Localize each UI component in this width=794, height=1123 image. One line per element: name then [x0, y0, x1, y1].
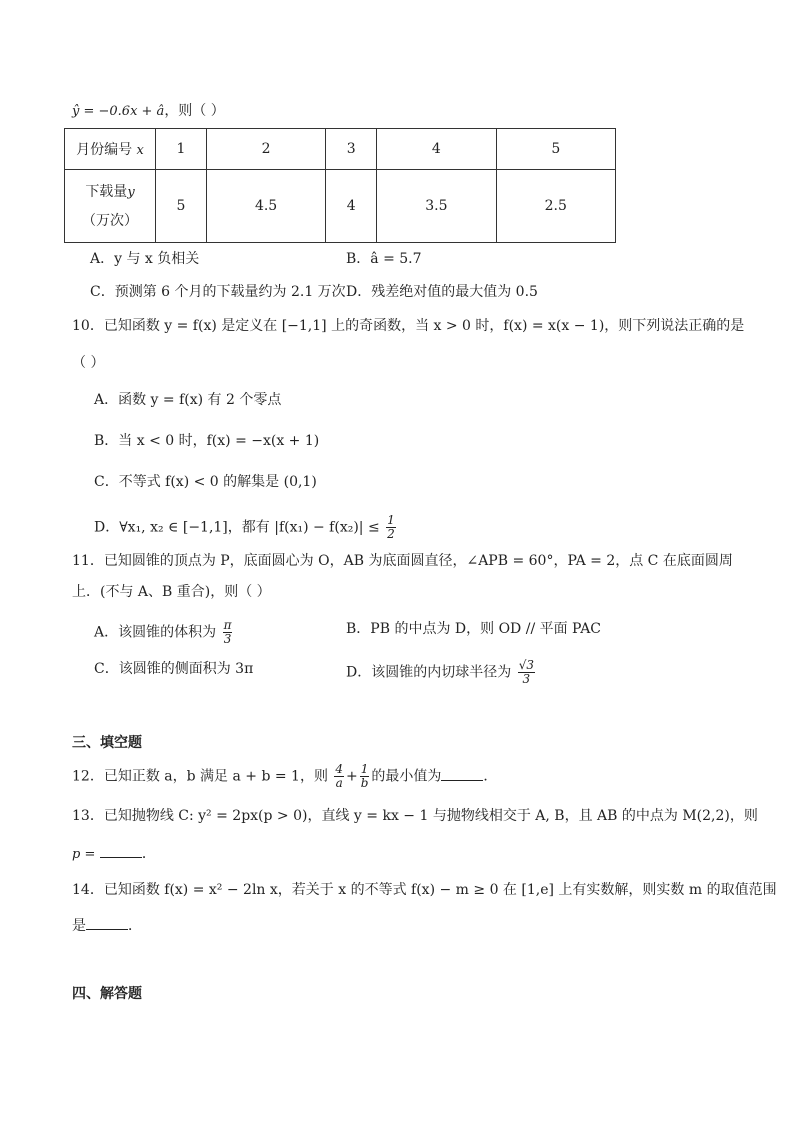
table-cell: 5	[156, 170, 207, 243]
q10-option-c: C．不等式 f(x) < 0 的解集是 (0,1)	[94, 474, 317, 490]
answer-blank[interactable]	[441, 766, 483, 781]
table-cell: 4	[326, 170, 377, 243]
table-row-x	[65, 129, 616, 170]
fraction-half: $\frac{1}{2}$	[387, 513, 395, 541]
q10-option-d: D．∀x₁, x₂ ∈ [−1,1]，都有 |f(x₁) − f(x₂)| ≤ $\frac{1}{2}$	[94, 513, 395, 541]
q9-stem-suffix: ，则（ ）	[164, 103, 225, 119]
q9-option-b: B．â = 5.7	[346, 251, 422, 267]
fraction-sqrt3-3: $\frac{√3}{3}$	[518, 658, 534, 686]
q11-option-b: B．PB 的中点为 D，则 OD // 平面 PAC	[346, 621, 602, 637]
q11-stem-2: 上．(不与 A、B 重合)，则（ ）	[72, 584, 271, 600]
q10-option-b: B．当 x < 0 时，f(x) = −x(x + 1)	[94, 433, 320, 449]
table-cell: 3.5	[377, 170, 496, 243]
fraction-4-a: $\frac{4}{a}$	[335, 762, 344, 790]
section-fill-in: 三、填空题	[72, 735, 142, 751]
table-header-cell: 月份编号 x	[65, 129, 156, 170]
q9-option-a: A．y 与 x 负相关	[90, 251, 200, 267]
regression-formula: ŷ = −0.6x + â	[72, 104, 165, 119]
q11-stem: 11．已知圆锥的顶点为 P，底面圆心为 O，AB 为底面圆直径，∠APB = 60°，PA = 2，点 C 在底面圆周	[72, 553, 733, 569]
q14-stem: 14．已知函数 f(x) = x² − 2ln x，若关于 x 的不等式 f(x) − m ≥ 0 在 [1,e] 上有实数解，则实数 m 的取值范围	[72, 882, 777, 898]
table-cell: 5	[496, 129, 615, 170]
answer-blank[interactable]	[100, 843, 142, 858]
q11-option-a: A．该圆锥的体积为 $\frac{\pi}{3}$	[94, 618, 232, 646]
data-table	[64, 128, 616, 243]
table-cell: 2.5	[496, 170, 615, 243]
fraction-1-b: $\frac{1}{b}$	[360, 762, 369, 790]
q11-option-d: D．该圆锥的内切球半径为 $\frac{√3}{3}$	[346, 658, 534, 686]
q9-option-c: C．预测第 6 个月的下载量约为 2.1 万次	[90, 284, 346, 300]
q9-stem-tail	[72, 101, 225, 122]
table-header-cell: 下载量y （万次）	[65, 170, 156, 243]
table-cell: 3	[326, 129, 377, 170]
q12: 12．已知正数 a，b 满足 a + b = 1，则 $\frac{4}{a}$ + $\frac{1}{b}$ 的最小值为 ．	[72, 762, 498, 790]
table-cell: 4	[377, 129, 496, 170]
q14-answer-line: 是 ．	[72, 915, 142, 936]
q13-stem: 13．已知抛物线 C: y² = 2px(p > 0)，直线 y = kx − 1 与抛物线相交于 A, B，且 AB 的中点为 M(2,2)，则	[72, 808, 758, 824]
table-cell: 4.5	[206, 170, 325, 243]
q10-stem: 10．已知函数 y = f(x) 是定义在 [−1,1] 上的奇函数，当 x > 0 时，f(x) = x(x − 1)，则下列说法正确的是	[72, 318, 745, 334]
table-cell: 2	[206, 129, 325, 170]
q10-option-a: A．函数 y = f(x) 有 2 个零点	[94, 392, 282, 408]
table-row-y	[65, 170, 616, 243]
q13-answer-line: p = ．	[72, 843, 156, 865]
fraction-pi-3: $\frac{\pi}{3}$	[223, 618, 232, 646]
q11-option-c: C．该圆锥的侧面积为 3π	[94, 661, 254, 677]
answer-blank[interactable]	[86, 915, 128, 930]
q9-option-d: D．残差绝对值的最大值为 0.5	[346, 284, 538, 300]
q10-stem-paren: （ ）	[72, 355, 105, 371]
table-cell: 1	[156, 129, 207, 170]
section-answer: 四、解答题	[72, 986, 142, 1002]
